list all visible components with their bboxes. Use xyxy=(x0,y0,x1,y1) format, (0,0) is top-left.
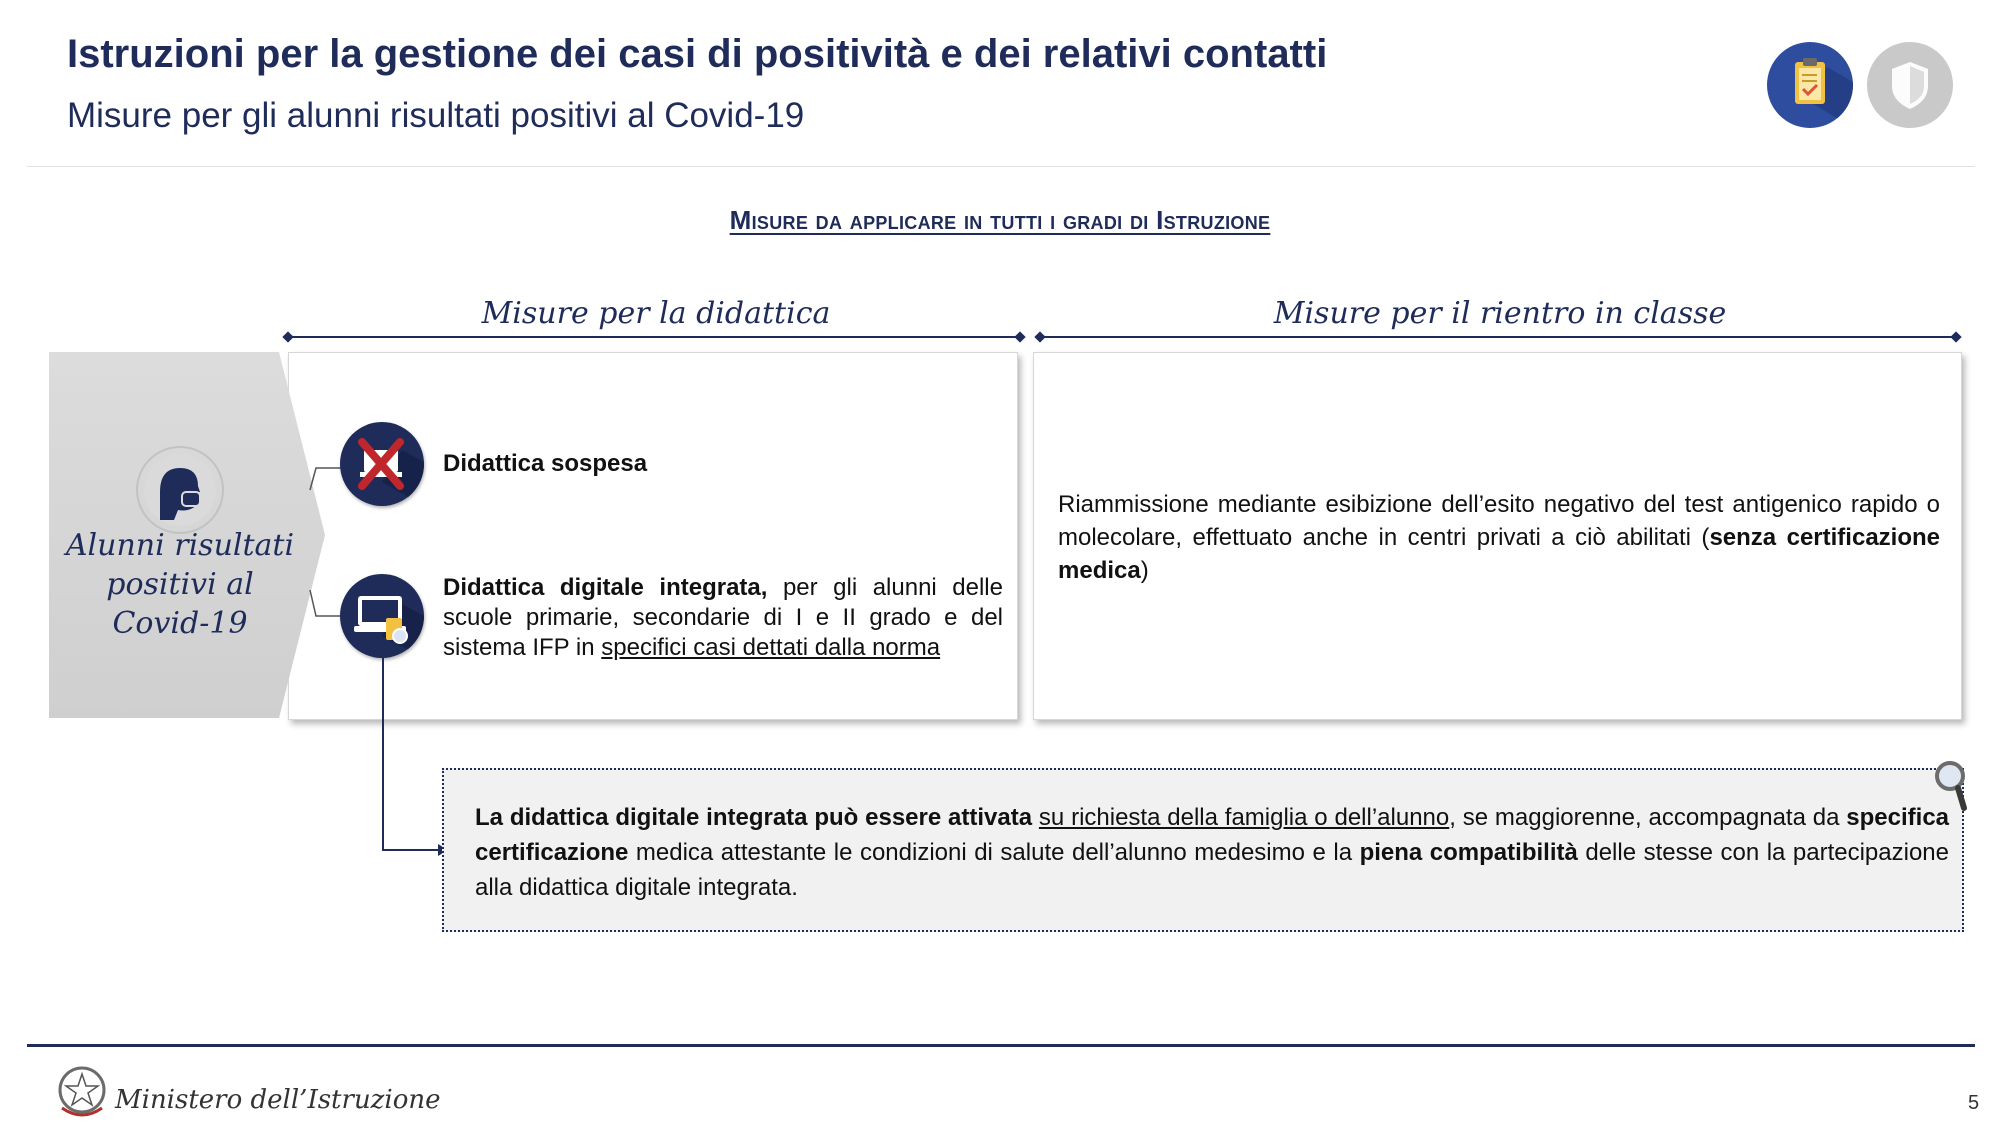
shield-icon xyxy=(1867,42,1953,128)
page-subtitle: Misure per gli alunni risultati positivi al Covid-19 xyxy=(67,96,805,135)
note-text: La didattica digitale integrata può essere attivata su richiesta della famiglia o dell’alunno, se maggiorenne, accompagnata da specifica certificazione medica attestante le condizioni di salute dell’alunno medesimo e la piena compatibilità delle stesse con la partecipazione alla didattica digitale integrata. xyxy=(475,804,1950,901)
line-endpoint xyxy=(1034,331,1045,342)
line-endpoint xyxy=(1950,331,1961,342)
didattica-sospesa-label: Didattica sospesa xyxy=(443,450,648,477)
rientro-heading: Misure per il rientro in classe xyxy=(1273,296,1727,331)
section-title: Misure da applicare in tutti i gradi di Istruzione xyxy=(729,205,1271,235)
digital-learning-icon xyxy=(340,574,424,658)
didattica-digitale-text: Didattica digitale integrata, per gli alunni delle scuole primarie, secondarie di I e II grado e del sistema IFP in specifici casi dettati dalla norma xyxy=(443,574,1003,661)
target-group-label: Alunni risultati positivi al Covid-19 xyxy=(65,528,295,641)
note-connector-arrow xyxy=(370,656,450,856)
didattica-heading: Misure per la didattica xyxy=(481,296,831,331)
page-title: Istruzioni per la gestione dei casi di positività e dei relativi contatti xyxy=(67,32,1328,76)
didattica-heading-line xyxy=(288,336,1024,338)
masked-person-icon xyxy=(136,446,224,534)
line-endpoint xyxy=(282,331,293,342)
ministry-emblem-icon xyxy=(54,1064,110,1127)
page-number: 5 xyxy=(1968,1092,1980,1114)
rientro-text: Riammissione mediante esibizione dell’esito negativo del test antigenico rapido o molecolare, effettuato anche in centri privati a ciò abilitati (senza certificazione medica) xyxy=(1058,491,1940,584)
suspended-lesson-icon xyxy=(340,422,424,506)
line-endpoint xyxy=(1014,331,1025,342)
norma-link[interactable]: specifici casi dettati dalla norma xyxy=(601,634,941,661)
rientro-heading-line xyxy=(1040,336,1960,338)
clipboard-check-icon xyxy=(1767,42,1853,128)
ministry-logo-text: Ministero dell’Istruzione xyxy=(115,1085,441,1115)
footer-divider xyxy=(27,1044,1975,1047)
header-divider xyxy=(27,166,1975,167)
